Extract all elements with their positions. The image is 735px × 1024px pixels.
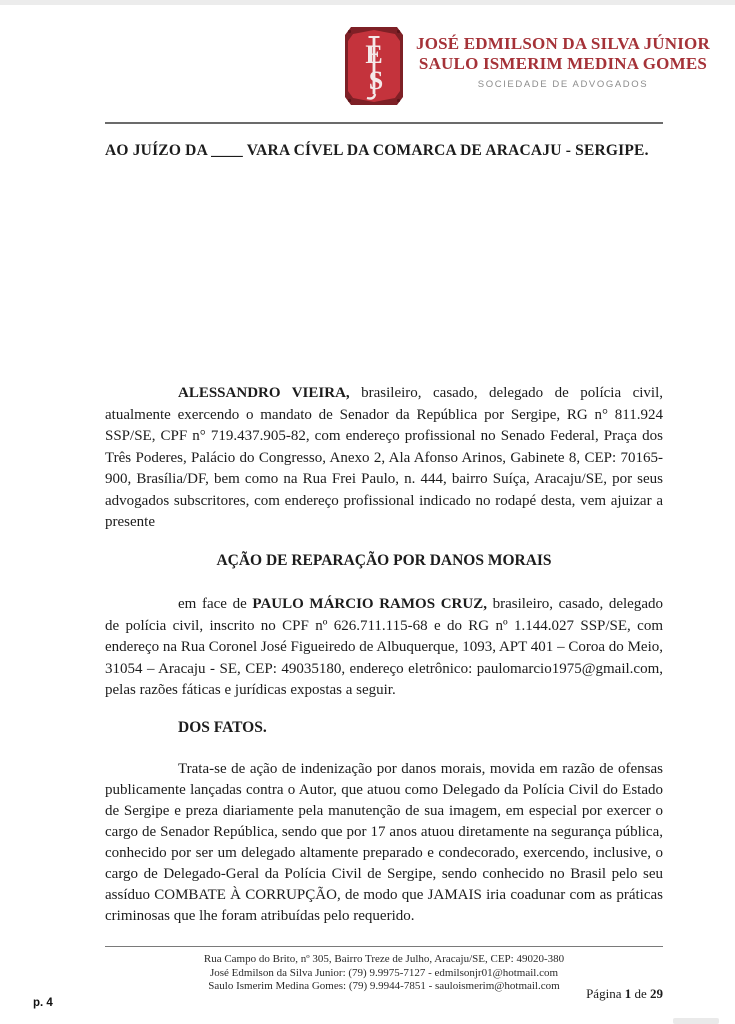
scan-corner-artifact bbox=[673, 1018, 719, 1024]
court-heading: AO JUÍZO DA ____ VARA CÍVEL DA COMARCA DE ARACAJU - SERGIPE. bbox=[105, 142, 649, 159]
firm-logo bbox=[345, 27, 403, 105]
page-indicator: Página 1 de 29 bbox=[586, 986, 663, 1001]
footer-divider bbox=[105, 946, 663, 947]
top-divider bbox=[105, 122, 663, 124]
firm-subtitle: SOCIEDADE DE ADVOGADOS bbox=[477, 79, 649, 90]
paragraph-defendant: em face de PAULO MÁRCIO RAMOS CRUZ, brasileiro, casado, delegado de polícia civil, inscrito no CPF nº 626.711.115-68 e do RG nº 1.144.027 SSP/SE, com endereço na Rua Coronel José Figueiredo de Albuquerque, 1093, APT 401 – Coroa do Meio, 31054 – Aracaju - SE, CEP: 49035180, endereço eletrônico: paulomarcio1975@gmail.com, pelas razões fáticas e jurídicas expostas a seguir. bbox=[105, 596, 663, 698]
firm-names bbox=[416, 27, 710, 105]
paragraph-author: ALESSANDRO VIEIRA, brasileiro, casado, delegado de polícia civil, atualmente exercendo o mandato de Senador da República por Sergipe, RG n° 811.924 SSP/SE, CPF n° 719.437.905-82, com endereço profissional no Senado Federal, Praça dos Três Poderes, Palácio do Congresso, Anexo 2, Ala Afonso Arinos, Gabinete 8, CEP: 70165-900, Brasília/DF, bem como na Rua Frei Paulo, n. 444, bairro Suíça, Aracaju/SE, por seus advogados subscritores, com endereço profissional indicado no rodapé desta, vem ajuizar a presente bbox=[105, 385, 663, 530]
action-title: AÇÃO DE REPARAÇÃO POR DANOS MORAIS bbox=[216, 552, 552, 569]
letterhead bbox=[345, 27, 710, 105]
svg-text:S: S bbox=[368, 66, 384, 95]
footer-contact-1: José Edmilson da Silva Junior: (79) 9.9975-7127 - edmilsonjr01@hotmail.com bbox=[209, 966, 559, 979]
page-annotation: p. 4 bbox=[33, 997, 53, 1009]
scan-edge bbox=[0, 0, 735, 5]
paragraph-facts: Trata-se de ação de indenização por danos morais, movida em razão de ofensas publicamente lançadas contra o Autor, que atuou como Delegado da Polícia Civil do Estado de Sergipe e preza diariamente pela manutenção de sua imagem, em especial por exercer o cargo de Senador República, sendo que por 17 anos atuou diretamente na segurança pública, conhecido por ser um delegado altamente preparado e condecorado, exercendo, inclusive, o cargo de Delegado-Geral da Polícia Civil de Sergipe, sendo conhecido no Brasil pelo seu assíduo COMBATE À CORRUPÇÃO, de modo que JAMAIS iria coadunar com as práticas criminosas que lhe foram atribuídas pelo requerido. bbox=[105, 761, 663, 924]
footer-address: Rua Campo do Brito, nº 305, Bairro Treze de Julho, Aracaju/SE, CEP: 49020-380 bbox=[203, 953, 565, 965]
footer-contact-2: Saulo Ismerim Medina Gomes: (79) 9.9944-7851 - sauloismerim@hotmail.com bbox=[208, 980, 560, 992]
firm-name-1: JOSÉ EDMILSON DA SILVA JÚNIOR bbox=[416, 34, 710, 53]
firm-name-2: SAULO ISMERIM MEDINA GOMES bbox=[418, 54, 708, 73]
firm-monogram-icon bbox=[345, 27, 403, 105]
section-heading-dos-fatos: DOS FATOS. bbox=[178, 719, 267, 736]
svg-text:E: E bbox=[365, 40, 383, 69]
